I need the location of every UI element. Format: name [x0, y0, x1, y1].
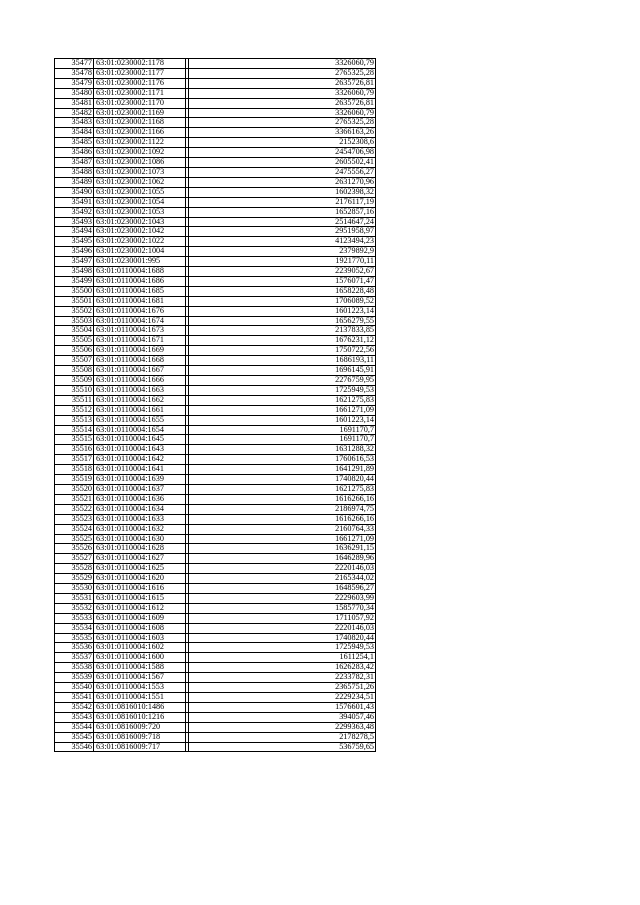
cadastral-value-cell: 1686193,11 — [189, 356, 376, 366]
cadastral-value-cell: 1636291,15 — [189, 544, 376, 554]
row-number-cell: 35517 — [55, 455, 94, 465]
table-row — [55, 78, 376, 88]
table-row — [55, 653, 376, 663]
cadastral-value-cell: 1696145,91 — [189, 366, 376, 376]
table-row — [55, 395, 376, 405]
cadastral-number-cell: 63:01:0230001:995 — [94, 257, 186, 267]
cadastral-value-cell: 2605502,41 — [189, 158, 376, 168]
cadastral-number-cell: 63:01:0110004:1633 — [94, 514, 186, 524]
table-row — [55, 286, 376, 296]
cadastral-number-cell: 63:01:0110004:1551 — [94, 693, 186, 703]
table-row — [55, 247, 376, 257]
row-number-cell: 35480 — [55, 88, 94, 98]
cadastral-number-cell: 63:01:0110004:1668 — [94, 356, 186, 366]
table-row — [55, 554, 376, 564]
cadastral-value-cell: 1658228,48 — [189, 286, 376, 296]
cadastral-value-cell: 1611254,1 — [189, 653, 376, 663]
cadastral-number-cell: 63:01:0110004:1676 — [94, 306, 186, 316]
row-number-cell: 35499 — [55, 276, 94, 286]
table-row — [55, 732, 376, 742]
cadastral-value-cell: 2220146,03 — [189, 564, 376, 574]
row-number-cell: 35536 — [55, 643, 94, 653]
row-number-cell: 35484 — [55, 128, 94, 138]
cadastral-value-cell: 2514647,24 — [189, 217, 376, 227]
cadastral-number-cell: 63:01:0110004:1662 — [94, 395, 186, 405]
table-row — [55, 663, 376, 673]
cadastral-value-cell: 1616266,16 — [189, 494, 376, 504]
cadastral-value-cell: 2379892,9 — [189, 247, 376, 257]
cadastral-value-cell: 1601223,14 — [189, 306, 376, 316]
table-row — [55, 643, 376, 653]
cadastral-value-cell: 2160764,33 — [189, 524, 376, 534]
cadastral-number-cell: 63:01:0230002:1168 — [94, 118, 186, 128]
cadastral-number-cell: 63:01:0110004:1663 — [94, 385, 186, 395]
table-row — [55, 237, 376, 247]
row-number-cell: 35546 — [55, 742, 94, 752]
table-row — [55, 425, 376, 435]
row-number-cell: 35516 — [55, 445, 94, 455]
table-row — [55, 484, 376, 494]
row-number-cell: 35540 — [55, 683, 94, 693]
row-number-cell: 35522 — [55, 504, 94, 514]
cadastral-number-cell: 63:01:0110004:1661 — [94, 405, 186, 415]
cadastral-value-cell: 2631270,96 — [189, 177, 376, 187]
table-row — [55, 593, 376, 603]
table-row — [55, 455, 376, 465]
cadastral-number-cell: 63:01:0110004:1628 — [94, 544, 186, 554]
table-row — [55, 257, 376, 267]
cadastral-number-cell: 63:01:0110004:1674 — [94, 316, 186, 326]
table-row — [55, 306, 376, 316]
table-row — [55, 475, 376, 485]
row-number-cell: 35539 — [55, 673, 94, 683]
row-number-cell: 35477 — [55, 59, 94, 69]
cadastral-value-cell: 1602398,32 — [189, 187, 376, 197]
table-row — [55, 534, 376, 544]
table-row — [55, 564, 376, 574]
row-number-cell: 35482 — [55, 108, 94, 118]
cadastral-number-cell: 63:01:0230002:1043 — [94, 217, 186, 227]
row-number-cell: 35492 — [55, 207, 94, 217]
row-number-cell: 35543 — [55, 712, 94, 722]
table-row — [55, 59, 376, 69]
cadastral-value-cell: 2229234,51 — [189, 693, 376, 703]
row-number-cell: 35510 — [55, 385, 94, 395]
cadastral-value-cell: 2635726,81 — [189, 78, 376, 88]
cadastral-number-cell: 63:01:0230002:1042 — [94, 227, 186, 237]
row-number-cell: 35481 — [55, 98, 94, 108]
cadastral-value-cell: 394057,46 — [189, 712, 376, 722]
row-number-cell: 35525 — [55, 534, 94, 544]
cadastral-number-cell: 63:01:0110004:1567 — [94, 673, 186, 683]
cadastral-number-cell: 63:01:0110004:1643 — [94, 445, 186, 455]
row-number-cell: 35533 — [55, 613, 94, 623]
table-row — [55, 326, 376, 336]
row-number-cell: 35530 — [55, 584, 94, 594]
table-row — [55, 584, 376, 594]
cadastral-number-cell: 63:01:0110004:1603 — [94, 633, 186, 643]
cadastral-value-cell: 1921770,11 — [189, 257, 376, 267]
row-number-cell: 35538 — [55, 663, 94, 673]
cadastral-number-cell: 63:01:0230002:1122 — [94, 138, 186, 148]
cadastral-number-cell: 63:01:0110004:1616 — [94, 584, 186, 594]
cadastral-value-cell: 2233782,31 — [189, 673, 376, 683]
row-number-cell: 35535 — [55, 633, 94, 643]
table-body — [55, 59, 376, 752]
table-row — [55, 197, 376, 207]
cadastral-number-cell: 63:01:0110004:1612 — [94, 603, 186, 613]
table-row — [55, 276, 376, 286]
cadastral-value-cell: 1585770,34 — [189, 603, 376, 613]
row-number-cell: 35494 — [55, 227, 94, 237]
cadastral-number-cell: 63:01:0110004:1627 — [94, 554, 186, 564]
row-number-cell: 35483 — [55, 118, 94, 128]
cadastral-number-cell: 63:01:0110004:1641 — [94, 465, 186, 475]
cadastral-value-cell: 1656279,55 — [189, 316, 376, 326]
table-row — [55, 613, 376, 623]
cadastral-value-cell: 2176117,19 — [189, 197, 376, 207]
cadastral-number-cell: 63:01:0230002:1055 — [94, 187, 186, 197]
cadastral-value-cell: 4123494,23 — [189, 237, 376, 247]
row-number-cell: 35496 — [55, 247, 94, 257]
table-row — [55, 722, 376, 732]
cadastral-number-cell: 63:01:0816009:717 — [94, 742, 186, 752]
table-row — [55, 603, 376, 613]
table-row — [55, 494, 376, 504]
cadastral-number-cell: 63:01:0816010:1486 — [94, 702, 186, 712]
cadastral-number-cell: 63:01:0110004:1620 — [94, 574, 186, 584]
cadastral-value-cell: 1676231,12 — [189, 336, 376, 346]
cadastral-number-cell: 63:01:0110004:1645 — [94, 435, 186, 445]
cadastral-value-cell: 1626283,42 — [189, 663, 376, 673]
cadastral-number-cell: 63:01:0230002:1171 — [94, 88, 186, 98]
cadastral-value-cell: 1691170,7 — [189, 425, 376, 435]
row-number-cell: 35487 — [55, 158, 94, 168]
table-row — [55, 68, 376, 78]
cadastral-number-cell: 63:01:0110004:1553 — [94, 683, 186, 693]
row-number-cell: 35498 — [55, 267, 94, 277]
table-row — [55, 118, 376, 128]
row-number-cell: 35489 — [55, 177, 94, 187]
row-number-cell: 35545 — [55, 732, 94, 742]
cadastral-value-cell: 1616266,16 — [189, 514, 376, 524]
cadastral-number-cell: 63:01:0110004:1637 — [94, 484, 186, 494]
table-row — [55, 207, 376, 217]
cadastral-value-cell: 3326060,79 — [189, 88, 376, 98]
row-number-cell: 35523 — [55, 514, 94, 524]
cadastral-number-cell: 63:01:0230002:1086 — [94, 158, 186, 168]
cadastral-number-cell: 63:01:0110004:1686 — [94, 276, 186, 286]
cadastral-value-cell: 1621275,83 — [189, 395, 376, 405]
cadastral-value-cell: 1646289,96 — [189, 554, 376, 564]
cadastral-number-cell: 63:01:0110004:1642 — [94, 455, 186, 465]
cadastral-number-cell: 63:01:0110004:1625 — [94, 564, 186, 574]
table-row — [55, 217, 376, 227]
row-number-cell: 35503 — [55, 316, 94, 326]
table-row — [55, 623, 376, 633]
cadastral-value-cell: 2365751,26 — [189, 683, 376, 693]
cadastral-value-cell: 2276759,95 — [189, 376, 376, 386]
cadastral-value-cell: 1750722,56 — [189, 346, 376, 356]
table-row — [55, 415, 376, 425]
cadastral-number-cell: 63:01:0230002:1092 — [94, 148, 186, 158]
table-row — [55, 504, 376, 514]
cadastral-value-cell: 2152308,6 — [189, 138, 376, 148]
cadastral-value-cell: 2165344,02 — [189, 574, 376, 584]
row-number-cell: 35521 — [55, 494, 94, 504]
row-number-cell: 35524 — [55, 524, 94, 534]
cadastral-value-cell: 2186974,75 — [189, 504, 376, 514]
cadastral-value-cell: 2239052,67 — [189, 267, 376, 277]
table-row — [55, 514, 376, 524]
table-row — [55, 88, 376, 98]
row-number-cell: 35491 — [55, 197, 94, 207]
row-number-cell: 35479 — [55, 78, 94, 88]
cadastral-number-cell: 63:01:0110004:1636 — [94, 494, 186, 504]
cadastral-value-cell: 2220146,03 — [189, 623, 376, 633]
cadastral-number-cell: 63:01:0230002:1054 — [94, 197, 186, 207]
table-row — [55, 435, 376, 445]
cadastral-number-cell: 63:01:0230002:1176 — [94, 78, 186, 88]
cadastral-value-cell: 536759,65 — [189, 742, 376, 752]
row-number-cell: 35532 — [55, 603, 94, 613]
cadastral-number-cell: 63:01:0110004:1673 — [94, 326, 186, 336]
cadastral-value-cell: 1740820,44 — [189, 475, 376, 485]
table-row — [55, 633, 376, 643]
table-row — [55, 385, 376, 395]
table-row — [55, 128, 376, 138]
table-row — [55, 693, 376, 703]
table-row — [55, 336, 376, 346]
row-number-cell: 35504 — [55, 326, 94, 336]
table-row — [55, 445, 376, 455]
cadastral-value-cell: 2951958,97 — [189, 227, 376, 237]
cadastral-value-cell: 3366163,26 — [189, 128, 376, 138]
cadastral-number-cell: 63:01:0110004:1654 — [94, 425, 186, 435]
row-number-cell: 35512 — [55, 405, 94, 415]
cadastral-value-cell: 1576601,43 — [189, 702, 376, 712]
row-number-cell: 35514 — [55, 425, 94, 435]
row-number-cell: 35506 — [55, 346, 94, 356]
cadastral-value-cell: 2137833,85 — [189, 326, 376, 336]
row-number-cell: 35513 — [55, 415, 94, 425]
cadastral-number-cell: 63:01:0230002:1053 — [94, 207, 186, 217]
table-row — [55, 267, 376, 277]
cadastral-number-cell: 63:01:0230002:1169 — [94, 108, 186, 118]
row-number-cell: 35490 — [55, 187, 94, 197]
row-number-cell: 35495 — [55, 237, 94, 247]
row-number-cell: 35528 — [55, 564, 94, 574]
cadastral-value-cell: 2765325,28 — [189, 118, 376, 128]
cadastral-value-cell: 1740820,44 — [189, 633, 376, 643]
cadastral-number-cell: 63:01:0110004:1602 — [94, 643, 186, 653]
table-row — [55, 465, 376, 475]
row-number-cell: 35529 — [55, 574, 94, 584]
table-row — [55, 673, 376, 683]
cadastral-number-cell: 63:01:0230002:1073 — [94, 167, 186, 177]
cadastral-number-cell: 63:01:0110004:1632 — [94, 524, 186, 534]
row-number-cell: 35527 — [55, 554, 94, 564]
table-row — [55, 524, 376, 534]
row-number-cell: 35515 — [55, 435, 94, 445]
cadastral-number-cell: 63:01:0110004:1630 — [94, 534, 186, 544]
table-row — [55, 316, 376, 326]
row-number-cell: 35541 — [55, 693, 94, 703]
cadastral-value-cell: 3326060,79 — [189, 108, 376, 118]
cadastral-number-cell: 63:01:0110004:1667 — [94, 366, 186, 376]
cadastral-value-cell: 2299363,48 — [189, 722, 376, 732]
table-row — [55, 138, 376, 148]
row-number-cell: 35507 — [55, 356, 94, 366]
table-row — [55, 296, 376, 306]
table-row — [55, 187, 376, 197]
cadastral-value-cell: 1725949,53 — [189, 643, 376, 653]
cadastral-number-cell: 63:01:0230002:1178 — [94, 59, 186, 69]
table-row — [55, 712, 376, 722]
table-row — [55, 177, 376, 187]
table-row — [55, 544, 376, 554]
cadastral-number-cell: 63:01:0110004:1609 — [94, 613, 186, 623]
cadastral-number-cell: 63:01:0110004:1615 — [94, 593, 186, 603]
table-row — [55, 376, 376, 386]
cadastral-value-cell: 1706089,52 — [189, 296, 376, 306]
cadastral-value-cell: 1760616,53 — [189, 455, 376, 465]
table-row — [55, 366, 376, 376]
cadastral-value-cell: 1711057,92 — [189, 613, 376, 623]
cadastral-number-cell: 63:01:0110004:1666 — [94, 376, 186, 386]
cadastral-value-table — [54, 58, 376, 752]
cadastral-number-cell: 63:01:0110004:1669 — [94, 346, 186, 356]
row-number-cell: 35508 — [55, 366, 94, 376]
row-number-cell: 35542 — [55, 702, 94, 712]
table-row — [55, 574, 376, 584]
cadastral-number-cell: 63:01:0110004:1600 — [94, 653, 186, 663]
row-number-cell: 35531 — [55, 593, 94, 603]
cadastral-value-cell: 1652857,16 — [189, 207, 376, 217]
row-number-cell: 35509 — [55, 376, 94, 386]
row-number-cell: 35486 — [55, 148, 94, 158]
cadastral-number-cell: 63:01:0230002:1022 — [94, 237, 186, 247]
cadastral-number-cell: 63:01:0230002:1004 — [94, 247, 186, 257]
cadastral-value-cell: 2635726,81 — [189, 98, 376, 108]
cadastral-value-cell: 1601223,14 — [189, 415, 376, 425]
row-number-cell: 35518 — [55, 465, 94, 475]
cadastral-number-cell: 63:01:0110004:1688 — [94, 267, 186, 277]
cadastral-value-cell: 1725949,53 — [189, 385, 376, 395]
cadastral-value-cell: 1661271,09 — [189, 405, 376, 415]
row-number-cell: 35501 — [55, 296, 94, 306]
cadastral-value-cell: 1576071,47 — [189, 276, 376, 286]
table-row — [55, 158, 376, 168]
table-row — [55, 702, 376, 712]
cadastral-number-cell: 63:01:0816010:1216 — [94, 712, 186, 722]
cadastral-number-cell: 63:01:0110004:1608 — [94, 623, 186, 633]
row-number-cell: 35520 — [55, 484, 94, 494]
row-number-cell: 35511 — [55, 395, 94, 405]
row-number-cell: 35493 — [55, 217, 94, 227]
row-number-cell: 35537 — [55, 653, 94, 663]
table-row — [55, 148, 376, 158]
table-row — [55, 346, 376, 356]
cadastral-number-cell: 63:01:0110004:1685 — [94, 286, 186, 296]
cadastral-value-cell: 1648596,27 — [189, 584, 376, 594]
table-row — [55, 356, 376, 366]
cadastral-number-cell: 63:01:0110004:1634 — [94, 504, 186, 514]
cadastral-value-cell: 1691170,7 — [189, 435, 376, 445]
table-row — [55, 405, 376, 415]
cadastral-number-cell: 63:01:0110004:1588 — [94, 663, 186, 673]
row-number-cell: 35505 — [55, 336, 94, 346]
table-row — [55, 98, 376, 108]
cadastral-number-cell: 63:01:0230002:1170 — [94, 98, 186, 108]
row-number-cell: 35534 — [55, 623, 94, 633]
cadastral-number-cell: 63:01:0230002:1062 — [94, 177, 186, 187]
row-number-cell: 35497 — [55, 257, 94, 267]
row-number-cell: 35544 — [55, 722, 94, 732]
row-number-cell: 35478 — [55, 68, 94, 78]
cadastral-number-cell: 63:01:0110004:1639 — [94, 475, 186, 485]
table-row — [55, 683, 376, 693]
table-row — [55, 167, 376, 177]
cadastral-number-cell: 63:01:0110004:1655 — [94, 415, 186, 425]
cadastral-value-cell: 2765325,28 — [189, 68, 376, 78]
cadastral-value-cell: 1631288,32 — [189, 445, 376, 455]
cadastral-number-cell: 63:01:0816009:720 — [94, 722, 186, 732]
cadastral-number-cell: 63:01:0110004:1681 — [94, 296, 186, 306]
table-row — [55, 742, 376, 752]
row-number-cell: 35500 — [55, 286, 94, 296]
cadastral-value-cell: 1661271,09 — [189, 534, 376, 544]
cadastral-value-cell: 2454706,98 — [189, 148, 376, 158]
row-number-cell: 35485 — [55, 138, 94, 148]
cadastral-number-cell: 63:01:0816009:718 — [94, 732, 186, 742]
cadastral-value-cell: 2178278,5 — [189, 732, 376, 742]
cadastral-number-cell: 63:01:0110004:1671 — [94, 336, 186, 346]
row-number-cell: 35526 — [55, 544, 94, 554]
cadastral-value-cell: 2229603,99 — [189, 593, 376, 603]
row-number-cell: 35502 — [55, 306, 94, 316]
row-number-cell: 35519 — [55, 475, 94, 485]
table-row — [55, 108, 376, 118]
row-number-cell: 35488 — [55, 167, 94, 177]
cadastral-value-cell: 1621275,83 — [189, 484, 376, 494]
cadastral-value-cell: 3326060,79 — [189, 59, 376, 69]
cadastral-value-cell: 1641291,89 — [189, 465, 376, 475]
cadastral-value-cell: 2475556,27 — [189, 167, 376, 177]
cadastral-number-cell: 63:01:0230002:1166 — [94, 128, 186, 138]
table-row — [55, 227, 376, 237]
cadastral-number-cell: 63:01:0230002:1177 — [94, 68, 186, 78]
